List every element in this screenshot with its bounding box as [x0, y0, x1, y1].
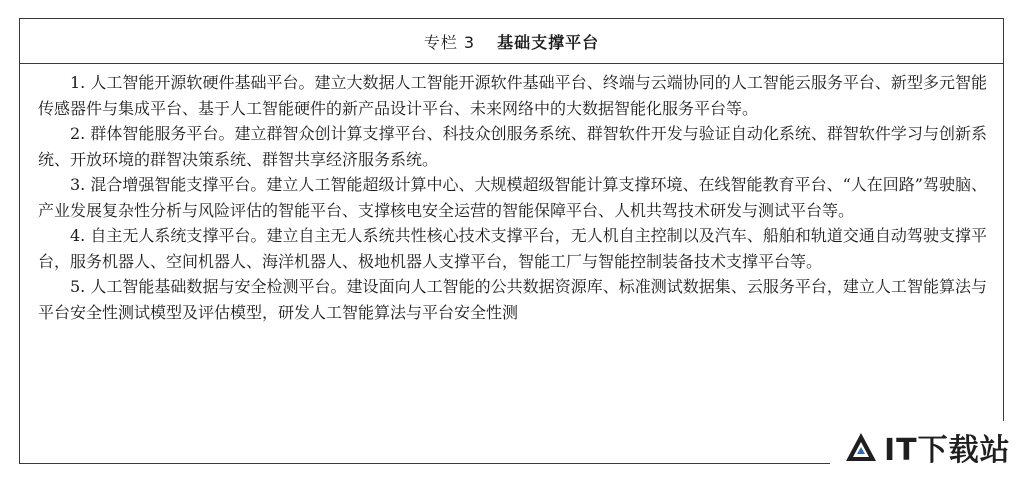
paragraph-3: 3. 混合增强智能支撑平台。建立人工智能超级计算中心、大规模超级智能计算支撑环境、在线智能教育平台、“人在回路”驾驶脑、产业发展复杂性分析与风险评估的智能平台、支撑核电安全运营的智能保障平台、人机共驾技术研发与测试平台等。 [38, 175, 987, 220]
column-header [20, 19, 1003, 64]
column-label: 专栏 3 [423, 32, 476, 52]
paragraph-4: 4. 自主无人系统支撑平台。建立自主无人系统共性核心技术支撑平台，无人机自主控制以及汽车、船舶和轨道交通自动驾驶支撑平台，服务机器人、空间机器人、海洋机器人、极地机器人支撑平台，智能工厂与智能控制装备技术支撑平台等。 [38, 226, 987, 271]
column-box [19, 18, 1004, 464]
watermark-text: IT下载站 [884, 433, 1011, 468]
triangle-logo-icon [844, 431, 878, 463]
column-content [20, 64, 1003, 325]
paragraph-1: 1. 人工智能开源软硬件基础平台。建立大数据人工智能开源软件基础平台、终端与云端协同的人工智能云服务平台、新型多元智能传感器件与集成平台、基于人工智能硬件的新产品设计平台、未来网络中的大数据智能化服务平台等。 [38, 73, 987, 118]
paragraph-2: 2. 群体智能服务平台。建立群智众创计算支撑平台、科技众创服务系统、群智软件开发与验证自动化系统、群智软件学习与创新系统、开放环境的群智决策系统、群智共享经济服务系统。 [38, 124, 987, 169]
paragraph-5: 5. 人工智能基础数据与安全检测平台。建设面向人工智能的公共数据资源库、标准测试数据集、云服务平台，建立人工智能算法与平台安全性测试模型及评估模型，研发人工智能算法与平台安全性测 [38, 277, 987, 322]
column-title: 基础支撑平台 [497, 32, 600, 52]
watermark [830, 421, 1020, 473]
